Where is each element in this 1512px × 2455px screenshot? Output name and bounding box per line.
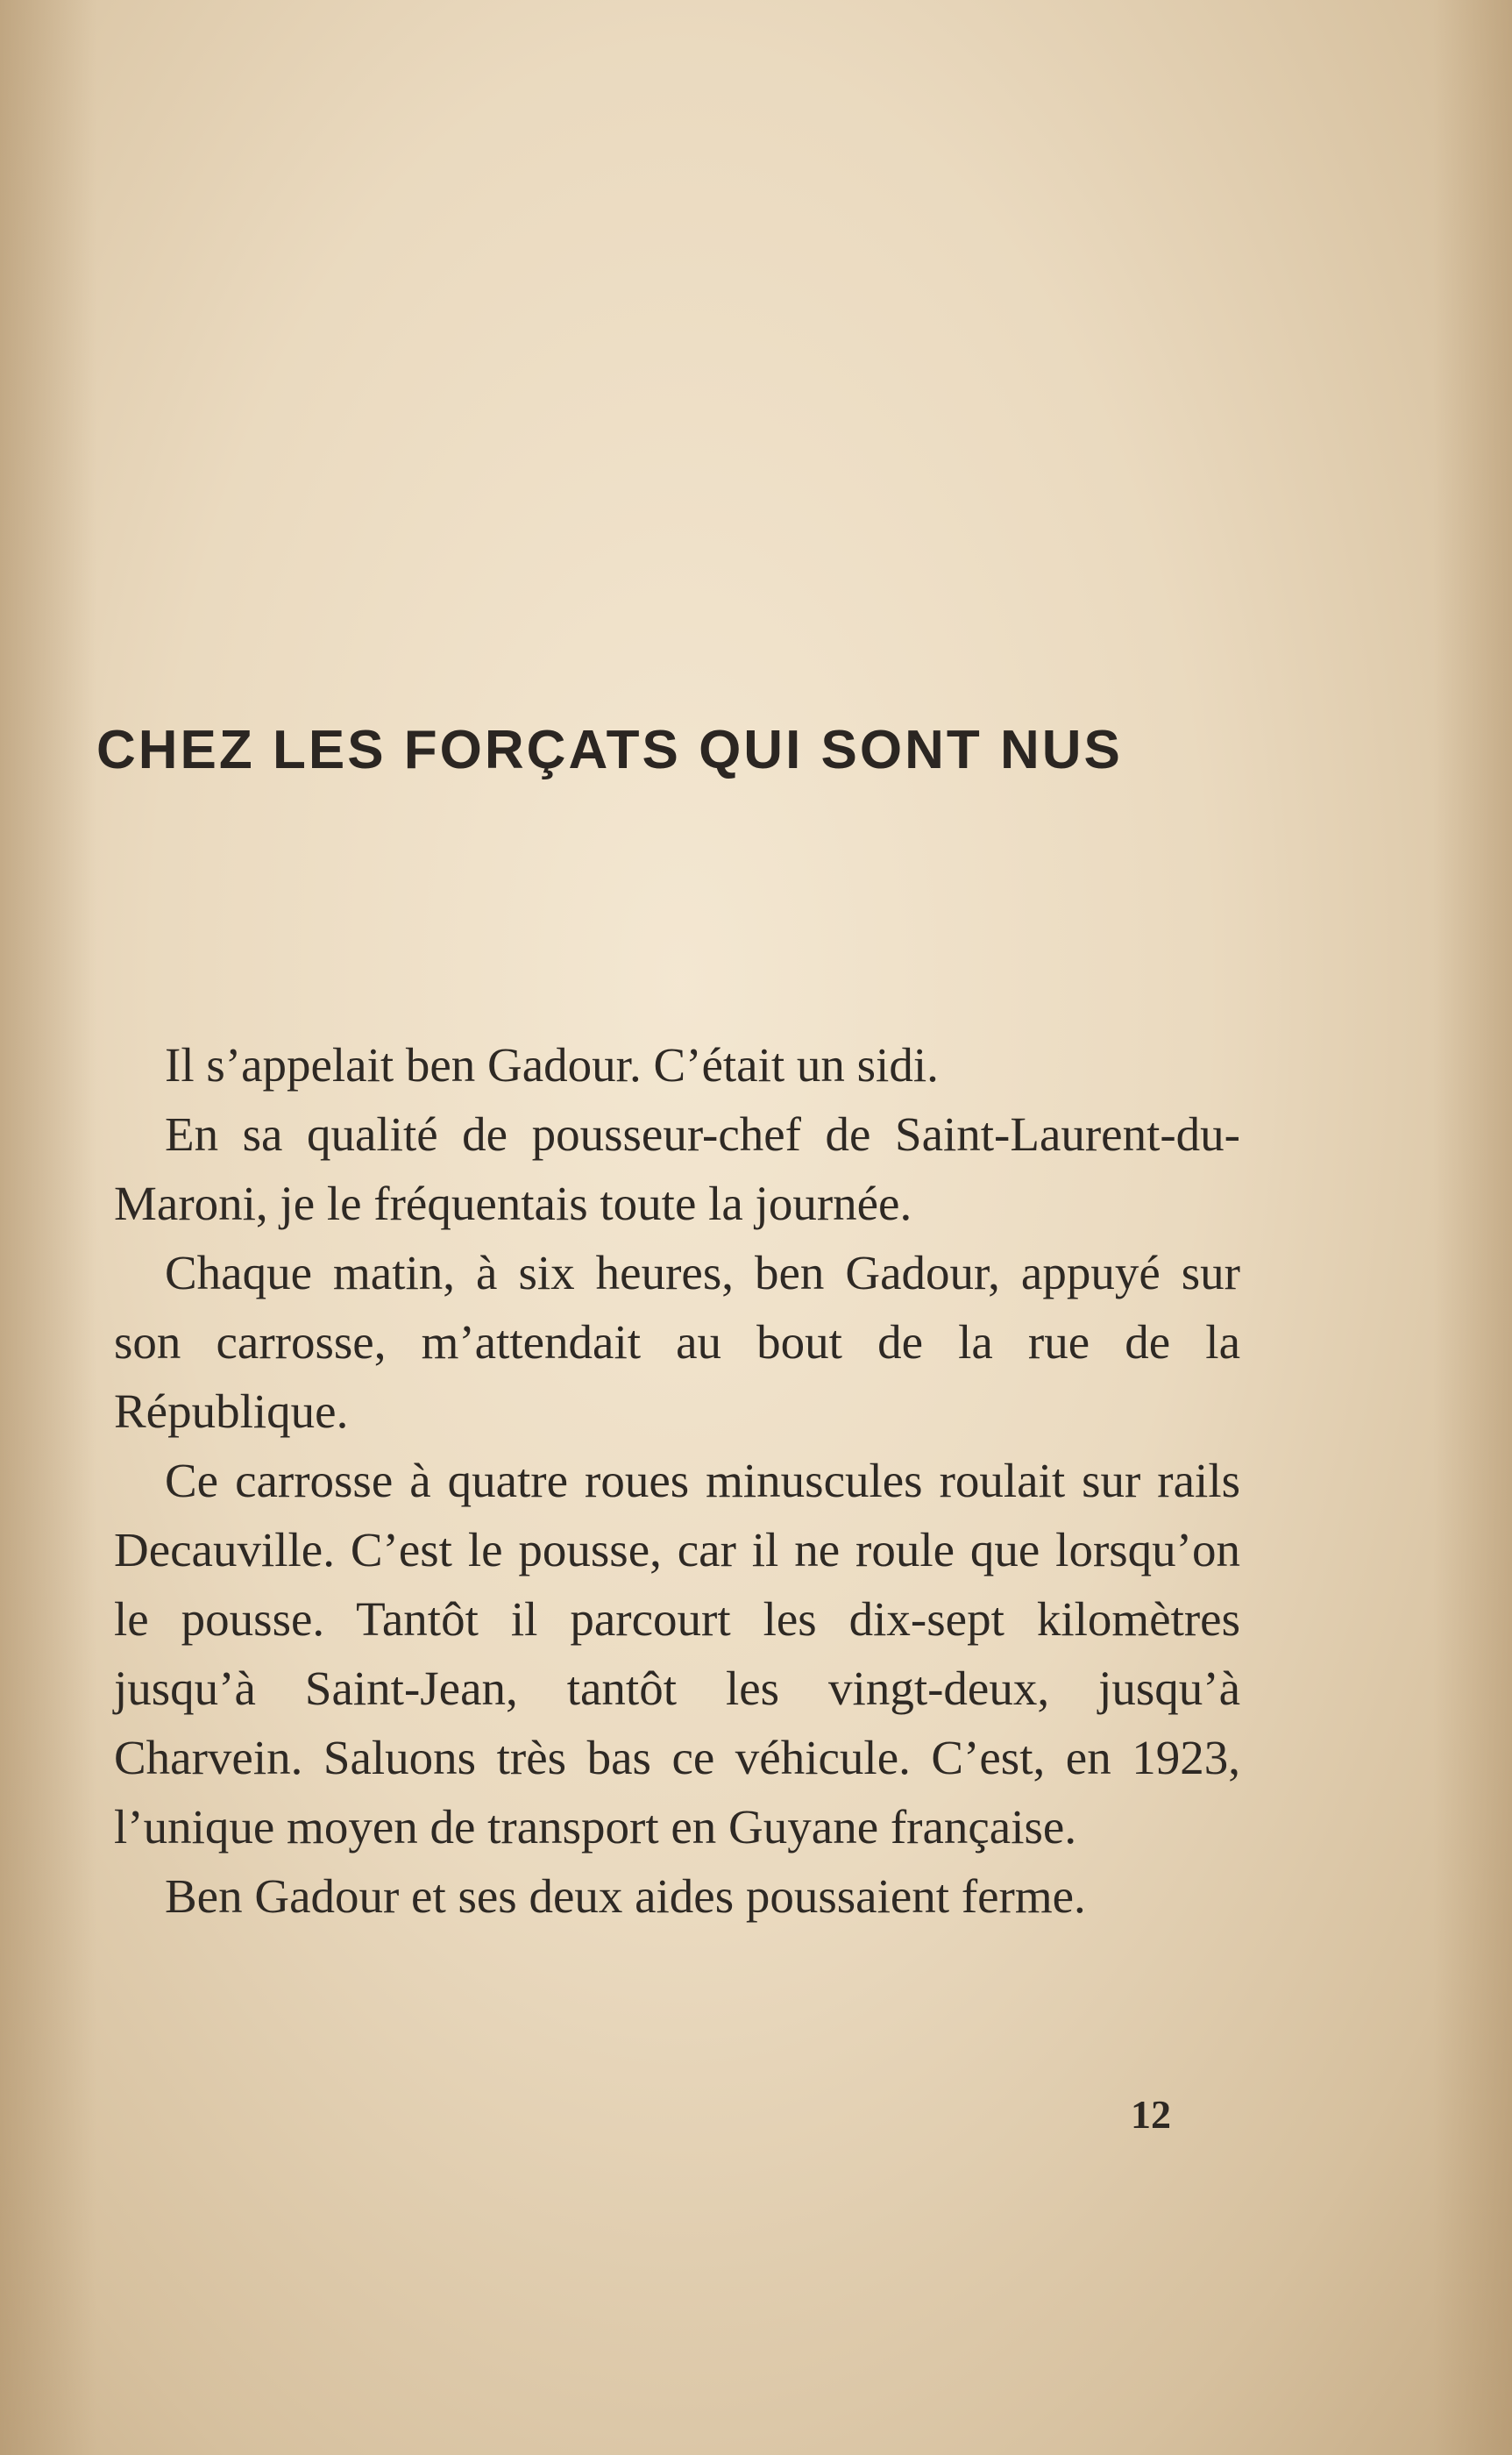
page-number: 12 (1131, 2092, 1171, 2137)
page-edge-shadow-right (1433, 0, 1512, 2455)
page-edge-shadow-left (0, 0, 96, 2455)
paragraph: Il s’appelait ben Gadour. C’était un sidi. (165, 1038, 939, 1092)
chapter-title: CHEZ LES FORÇATS QUI SONT NUS (96, 720, 1123, 780)
paragraph: Ce carrosse à quatre roues minuscules roulait sur rails Decauville. C’est le pousse, car il ne roule que lorsqu’on le pousse. Tantôt il parcourt les dix-sept kilomètres jusqu’à Saint-Jean, tantôt les vingt-deux, jusqu’à Charvein. Saluons très bas ce véhicule. C’est, en 1923, l’unique moyen de transport en Guyane française. (114, 1454, 1240, 1854)
paragraph: Ben Gadour et ses deux aides poussaient ferme. (165, 1869, 1086, 1923)
paragraph: En sa qualité de pousseur-chef de Saint-Laurent-du-Maroni, je le fréquentais toute la journée. (114, 1107, 1240, 1230)
chapter-body (114, 1030, 1240, 1931)
paragraph: Chaque matin, à six heures, ben Gadour, appuyé sur son carrosse, m’attendait au bout de la rue de la République. (114, 1246, 1240, 1438)
